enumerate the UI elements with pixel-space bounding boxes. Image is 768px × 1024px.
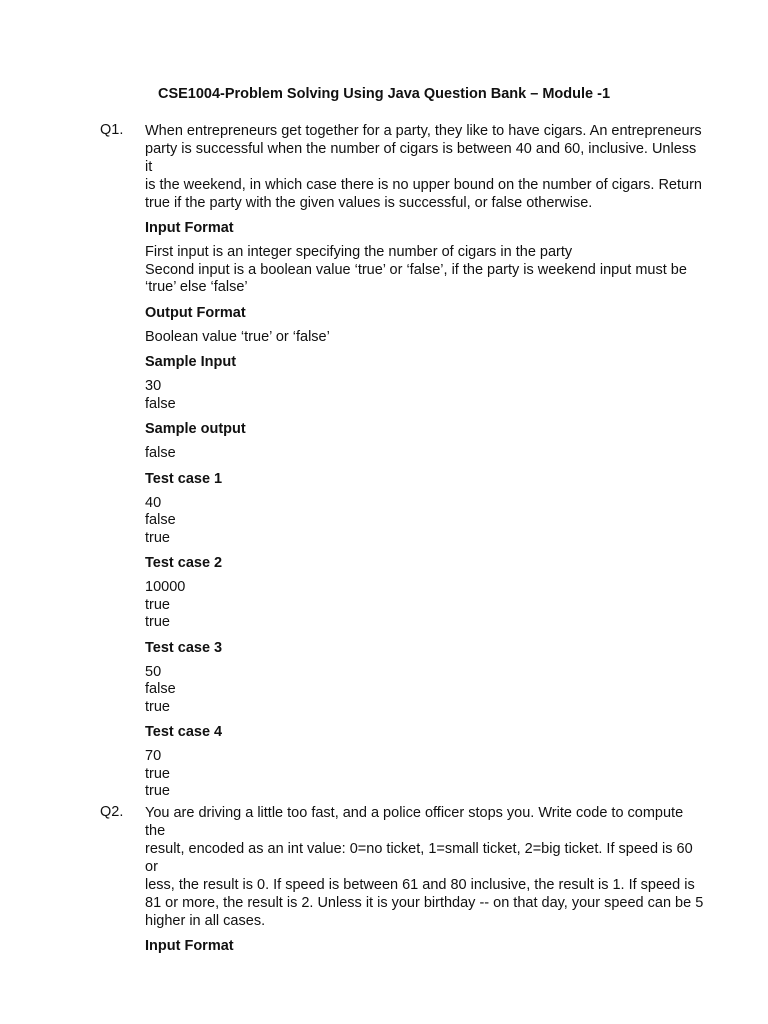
q1-output-format-heading: Output Format <box>145 304 246 321</box>
q1-test-case-line: true <box>145 698 170 715</box>
q1-text-line: party is successful when the number of cigars is between 40 and 60, inclusive. Unless it <box>145 141 697 175</box>
q1-test-case-line: true <box>145 529 170 546</box>
q1-text-line: is the weekend, in which case there is no upper bound on the number of cigars. Return <box>145 177 702 193</box>
q2-text-line: less, the result is 0. If speed is between 61 and 80 inclusive, the result is 1. If speed is <box>145 877 695 893</box>
q1-test-case-line: 50 <box>145 663 162 680</box>
q1-test-case-heading: Test case 3 <box>145 639 223 656</box>
q2-text-line: You are driving a little too fast, and a police officer stops you. Write code to compute the <box>145 805 684 839</box>
q1-output-format-text: Boolean value ‘true’ or ‘false’ <box>145 328 330 345</box>
q1-test-case-line: true <box>145 765 170 782</box>
q1-test-case-line: 40 <box>145 494 162 511</box>
q1-input-format-line: Second input is a boolean value ‘true’ or ‘false’, if the party is weekend input must be <box>145 261 687 278</box>
q1-sample-input-line: false <box>145 395 176 412</box>
q1-input-format-line: ‘true’ else ‘false’ <box>145 279 248 295</box>
question-number-q2: Q2. <box>100 804 124 820</box>
q1-text-line: true if the party with the given values is successful, or false otherwise. <box>145 195 593 211</box>
q1-input-format-line: First input is an integer specifying the number of cigars in the party <box>145 244 573 260</box>
q1-sample-input-heading: Sample Input <box>145 354 237 370</box>
question-q1 <box>145 122 705 801</box>
q1-test-case-line: true <box>145 596 170 613</box>
q1-sample-output-heading: Sample output <box>145 421 246 437</box>
q1-input-format-heading: Input Format <box>145 220 234 236</box>
document-title: CSE1004-Problem Solving Using Java Question Bank – Module -1 <box>157 86 611 102</box>
q1-test-case-line: true <box>145 783 170 799</box>
question-q2 <box>145 804 705 955</box>
question-number-q1: Q1. <box>100 122 124 138</box>
q1-sample-input-line: 30 <box>145 378 162 394</box>
q1-test-case-line: false <box>145 512 176 528</box>
q1-test-case-heading: Test case 4 <box>145 724 223 740</box>
q1-sample-output-text: false <box>145 445 176 461</box>
q2-text-line: 81 or more, the result is 2. Unless it is your birthday -- on that day, your speed can be 5 <box>145 895 704 911</box>
q1-test-case-line: false <box>145 681 176 697</box>
q2-text-line: result, encoded as an int value: 0=no ticket, 1=small ticket, 2=big ticket. If speed is 60 or <box>145 841 693 875</box>
q1-text-line: When entrepreneurs get together for a party, they like to have cigars. An entrepreneurs <box>145 123 702 139</box>
q1-test-case-heading: Test case 1 <box>145 470 223 487</box>
q2-input-format-heading: Input Format <box>145 938 234 954</box>
q1-test-case-line: 70 <box>145 748 162 764</box>
q2-text-line: higher in all cases. <box>145 913 266 929</box>
q1-test-case-line: true <box>145 614 170 630</box>
q1-test-case-heading: Test case 2 <box>145 555 223 571</box>
q1-test-case-line: 10000 <box>145 579 186 595</box>
